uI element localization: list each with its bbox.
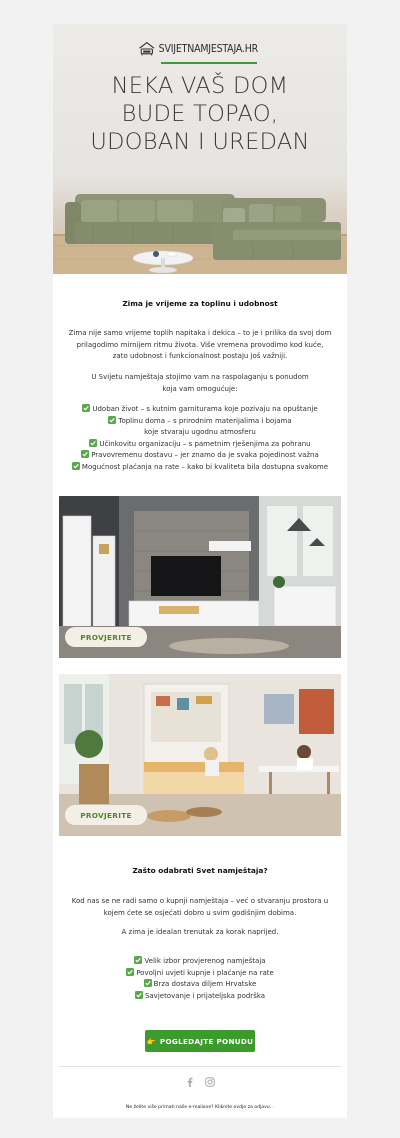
email-container bbox=[53, 24, 347, 1118]
check-icon bbox=[72, 462, 80, 470]
why-item: Povoljni uvjeti kupnje i plaćanje na rate bbox=[53, 968, 347, 980]
footer-divider bbox=[59, 1066, 341, 1067]
check-icon bbox=[135, 991, 143, 999]
benefit-item: Učinkovitu organizaciju – s pametnim rješenjima za pohranu bbox=[53, 439, 347, 451]
instagram-icon[interactable] bbox=[205, 1077, 215, 1087]
hero-banner[interactable] bbox=[53, 24, 347, 274]
logo-underline bbox=[161, 62, 257, 64]
hero-title-line: UDOBAN I UREDAN bbox=[90, 129, 310, 155]
why-item: Velik izbor provjerenog namještaja bbox=[53, 956, 347, 968]
check-icon bbox=[134, 956, 142, 964]
hero-title-line: NEKA VAŠ DOM bbox=[111, 73, 289, 99]
cta-label: POGLEDAJTE PONUDU bbox=[159, 1036, 254, 1046]
why-paragraph bbox=[63, 896, 337, 919]
intro-line: prilagodimo mirnijem ritmu života. Više vremena provodimo kod kuće, bbox=[76, 340, 324, 349]
why-winter-paragraph: A zima je idealan trenutak za korak naprijed. bbox=[121, 928, 279, 936]
hero-title bbox=[53, 72, 347, 156]
view-offer-button[interactable] bbox=[145, 1030, 255, 1052]
check-icon bbox=[81, 450, 89, 458]
benefit-item: koje stvaraju ugodnu atmosferu bbox=[144, 428, 256, 437]
product-button-1[interactable]: PROVJERITE bbox=[65, 627, 147, 647]
check-icon bbox=[108, 416, 116, 424]
unsubscribe-text[interactable]: Ne želite više primati naše e-mailove? Kliknite ovdje za odjavu. . bbox=[125, 1105, 275, 1110]
why-line: Kod nas se ne radi samo o kupnji namještaja – već o stvaranju prostora u bbox=[71, 897, 329, 905]
benefit-item: Toplinu doma – s prirodnim materijalima i bojama bbox=[53, 416, 347, 428]
intro-paragraph bbox=[63, 328, 337, 363]
benefits-list bbox=[53, 404, 347, 474]
why-list bbox=[53, 956, 347, 1002]
why-item: Brza dostava diljem Hrvatske bbox=[53, 979, 347, 991]
check-icon bbox=[144, 979, 152, 987]
check-icon bbox=[89, 439, 97, 447]
pointing-hand-icon: 👉 bbox=[146, 1036, 156, 1046]
intro-line: Zima nije samo vrijeme toplih napitaka i dekica – to je i prilika da svoj dom bbox=[68, 329, 332, 337]
corner-sofa-image bbox=[53, 164, 347, 274]
logo-text: SVIJETNAMJESTAJA.HR bbox=[158, 43, 258, 55]
intro-line: zato udobnost i funkcionalnost postaju još važniji. bbox=[112, 352, 288, 361]
brand-logo[interactable] bbox=[138, 38, 258, 60]
intro-line: U Svijetu namještaja stojimo vam na raspolaganju s ponudom bbox=[91, 373, 309, 381]
product-button-2[interactable]: PROVJERITE bbox=[65, 805, 147, 825]
why-heading: Zašto odabrati Svet namještaja? bbox=[132, 866, 268, 875]
intro-offer-paragraph bbox=[63, 372, 337, 395]
product-image-living-room[interactable] bbox=[59, 496, 341, 658]
hero-title-line: BUDE TOPAO, bbox=[121, 101, 279, 127]
intro-heading: Zima je vrijeme za toplinu i udobnost bbox=[122, 299, 278, 308]
product-image-bedroom[interactable] bbox=[59, 674, 341, 836]
why-line: kojem ćete se osjećati dobro u svim godišnjim dobima. bbox=[103, 908, 297, 917]
why-item: Savjetovanje i prijateljska podrška bbox=[53, 991, 347, 1003]
intro-line: koja vam omogućuje: bbox=[162, 384, 238, 393]
benefit-item: Udoban život – s kutnim garniturama koje pozivaju na opuštanje bbox=[53, 404, 347, 416]
benefit-item: Pravovremenu dostavu – jer znamo da je svaka pojedinost važna bbox=[53, 450, 347, 462]
facebook-icon[interactable] bbox=[185, 1077, 195, 1087]
check-icon bbox=[82, 404, 90, 412]
sofa-logo-icon bbox=[138, 39, 156, 59]
benefit-item: Mogućnost plaćanja na rate – kako bi kvaliteta bila dostupna svakome bbox=[53, 462, 347, 474]
check-icon bbox=[126, 968, 134, 976]
